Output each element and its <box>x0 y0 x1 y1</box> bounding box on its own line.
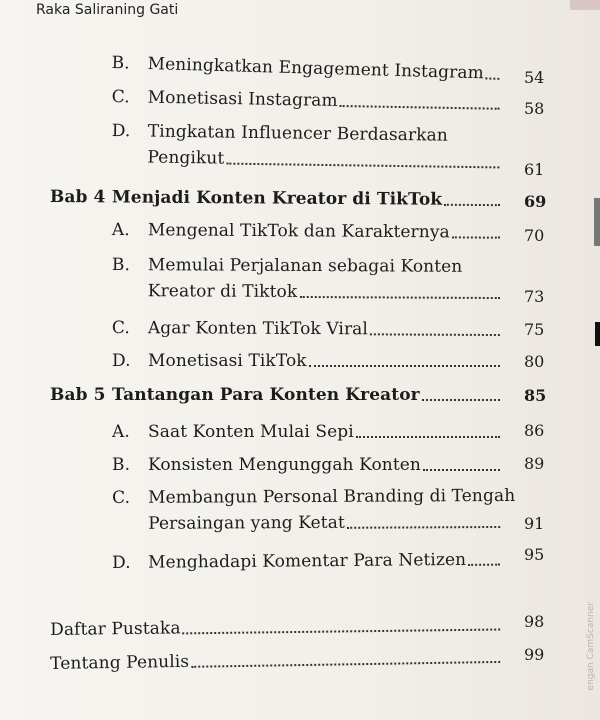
page-number-61: 61 <box>524 160 545 179</box>
dot-leader <box>486 77 500 79</box>
dot-leader <box>452 236 500 238</box>
entry-letter: B. <box>112 455 131 475</box>
entry-letter: D. <box>112 351 131 371</box>
entry-title-continued: Pengikut <box>147 147 225 169</box>
entry-letter: B. <box>111 254 131 276</box>
chapter-title: Tantangan Para Konten Kreator <box>112 385 420 405</box>
entry-title: Membangun Personal Branding di Tengah <box>148 485 516 508</box>
dot-leader <box>347 526 500 529</box>
entry-title-continued: Persaingan yang Ketat <box>148 512 345 534</box>
entry-letter: C. <box>111 317 130 339</box>
page-number-69: 69 <box>524 192 547 211</box>
page-number-80: 80 <box>524 352 545 371</box>
entry-title: Monetisasi Instagram <box>147 87 338 111</box>
dot-leader <box>356 436 500 438</box>
page-number-99: 99 <box>524 645 545 664</box>
chapter-number: Bab 5 <box>50 385 106 405</box>
page-number-70: 70 <box>524 226 545 245</box>
page-number-98: 98 <box>524 612 545 631</box>
dot-leader <box>423 469 500 471</box>
running-header: Raka Saliraning Gati <box>36 2 179 18</box>
page-number-58: 58 <box>524 99 545 118</box>
entry-title: Tingkatan Influencer Berdasarkan <box>147 121 449 146</box>
toc-entry-d-komentar[interactable] <box>112 547 504 573</box>
entry-title: Konsisten Mengunggah Konten <box>148 455 421 475</box>
toc-entry-d-tingkatan-influencer[interactable] <box>111 118 504 169</box>
toc-entry-c-personal-branding[interactable] <box>112 483 516 534</box>
entry-letter: D. <box>111 120 131 142</box>
entry-title: Monetisasi TikTok <box>148 351 307 371</box>
toc-entry-c-viral[interactable] <box>111 315 504 340</box>
entry-title: Menghadapi Komentar Para Netizen <box>148 549 467 573</box>
dot-leader <box>444 204 500 206</box>
toc-entry-tentang-penulis[interactable] <box>50 644 504 674</box>
dot-leader <box>370 333 500 336</box>
page-number-73: 73 <box>524 287 545 306</box>
entry-letter: C. <box>112 487 131 508</box>
page-edge-shadow <box>594 198 600 246</box>
entry-letter: D. <box>112 552 131 573</box>
dot-leader <box>340 105 500 110</box>
dot-leader <box>191 661 500 668</box>
toc-entry-daftar-pustaka[interactable] <box>50 611 504 640</box>
page-number-86: 86 <box>524 421 545 440</box>
chapter-title: Menjadi Konten Kreator di TikTok <box>111 187 443 210</box>
page-number-89: 89 <box>524 454 545 473</box>
entry-title: Mengenal TikTok dan Karakternya <box>147 220 450 243</box>
dot-leader <box>226 163 499 169</box>
page-edge-mark <box>595 322 600 346</box>
page-number-91: 91 <box>524 514 545 533</box>
entry-title-continued: Kreator di Tiktok <box>147 281 298 302</box>
page-number-54: 54 <box>524 68 545 87</box>
entry-title: Meningkatkan Engagement Instagram <box>147 54 485 84</box>
entry-letter: A. <box>112 422 130 442</box>
entry-title: Agar Konten TikTok Viral <box>147 318 369 340</box>
page-edge-corner <box>570 0 600 10</box>
entry-title: Daftar Pustaka <box>50 618 181 640</box>
entry-letter: C. <box>111 86 130 108</box>
toc-chapter-bab-4[interactable] <box>49 184 504 210</box>
page-number-75: 75 <box>524 320 545 339</box>
dot-leader <box>299 296 500 299</box>
entry-title: Saat Konten Mulai Sepi <box>148 422 354 442</box>
dot-leader <box>309 365 500 367</box>
dot-leader <box>422 399 500 401</box>
entry-title: Memulai Perjalanan sebagai Konten <box>147 255 463 277</box>
scanner-watermark: engan CamScanner <box>586 601 596 690</box>
dot-leader <box>183 629 501 635</box>
page-number-95: 95 <box>524 545 545 564</box>
toc-entry-b-engagement[interactable] <box>111 50 504 84</box>
entry-letter: B. <box>111 52 131 74</box>
chapter-number: Bab 4 <box>49 186 106 208</box>
entry-letter: A. <box>111 219 130 241</box>
toc-entry-a-mengenal-tiktok[interactable] <box>111 217 504 243</box>
page-number-85: 85 <box>524 386 547 405</box>
dot-leader <box>468 564 500 566</box>
toc-entry-b-memulai-perjalanan[interactable] <box>111 252 504 302</box>
entry-title: Tentang Penulis <box>50 651 190 674</box>
